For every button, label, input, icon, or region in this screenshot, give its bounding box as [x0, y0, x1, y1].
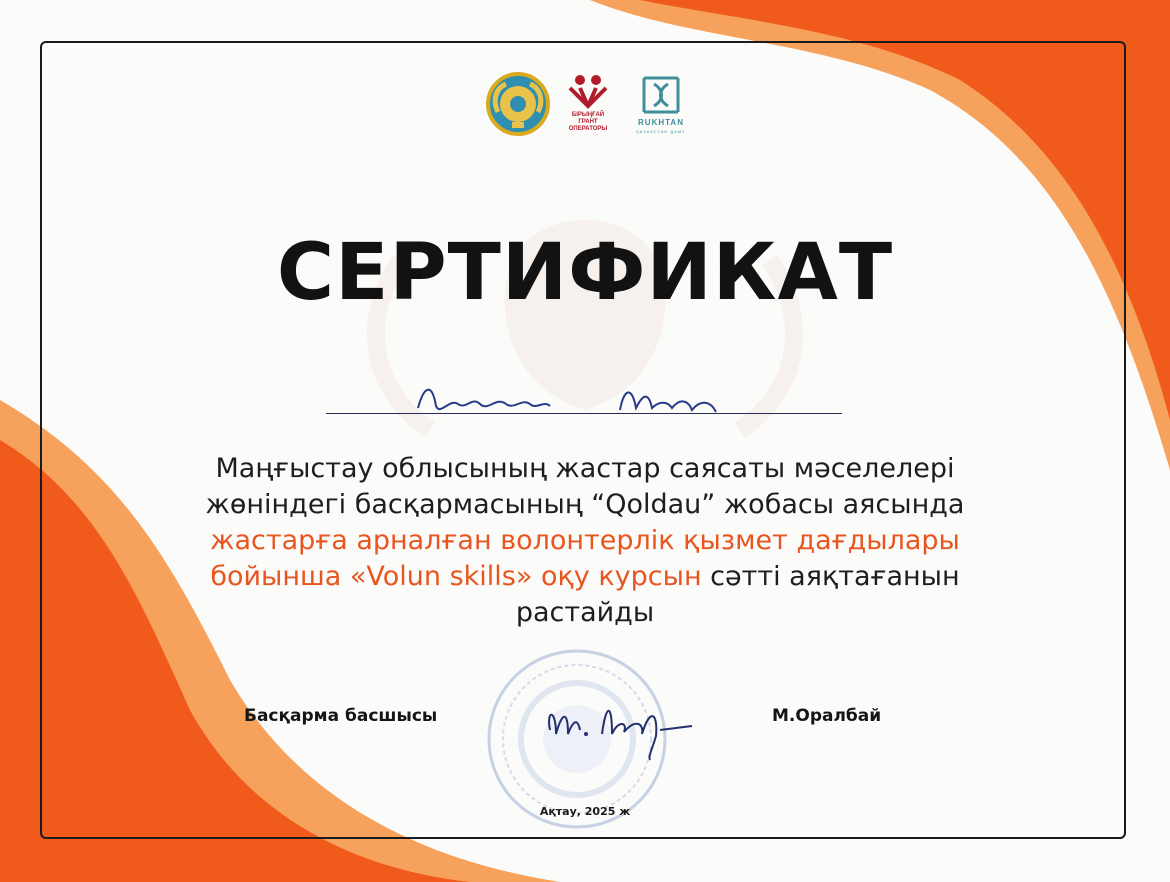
recipient-name-handwritten — [410, 376, 770, 431]
body-line-4-highlight: бойынша «Volun skills» оқу курсын — [210, 561, 702, 592]
grant-caption-3: ОПЕРАТОРЫ — [568, 126, 608, 132]
rukhtan-caption: RUKHTAN — [638, 118, 684, 127]
recipient-name-line — [326, 413, 842, 414]
signer-name: М.Оралбай — [772, 706, 882, 726]
body-line-4-rest: сәтті аяқтағанын — [701, 561, 960, 592]
place-and-year: Ақтау, 2025 ж — [539, 805, 631, 818]
handwritten-signature — [532, 690, 702, 770]
grant-caption-1: БІРЫҢҒАЙ — [571, 112, 605, 118]
body-line-2: жөніндегі басқармасының “Qoldau” жобасы аясында — [205, 489, 965, 520]
body-line-1: Маңғыстау облысының жастар саясаты мәселелері — [215, 453, 955, 484]
partner-logos — [486, 70, 696, 150]
body-line-3-highlight: жастарға арналған волонтерлік қызмет дағдылары — [210, 525, 960, 556]
grant-operator-logo-icon — [566, 74, 610, 146]
grant-caption-2: ГРАНТ — [578, 119, 598, 125]
rukhtan-logo-icon — [630, 74, 692, 146]
certificate-title: СЕРТИФИКАТ — [276, 228, 894, 318]
body-line-5: растайды — [515, 597, 655, 628]
signer-position: Басқарма басшысы — [244, 706, 438, 726]
certificate-body — [150, 451, 1020, 631]
rukhtan-subcaption: ҚАЗАҚСТАН ДАМУ — [636, 129, 686, 134]
state-emblem-icon — [486, 72, 550, 136]
